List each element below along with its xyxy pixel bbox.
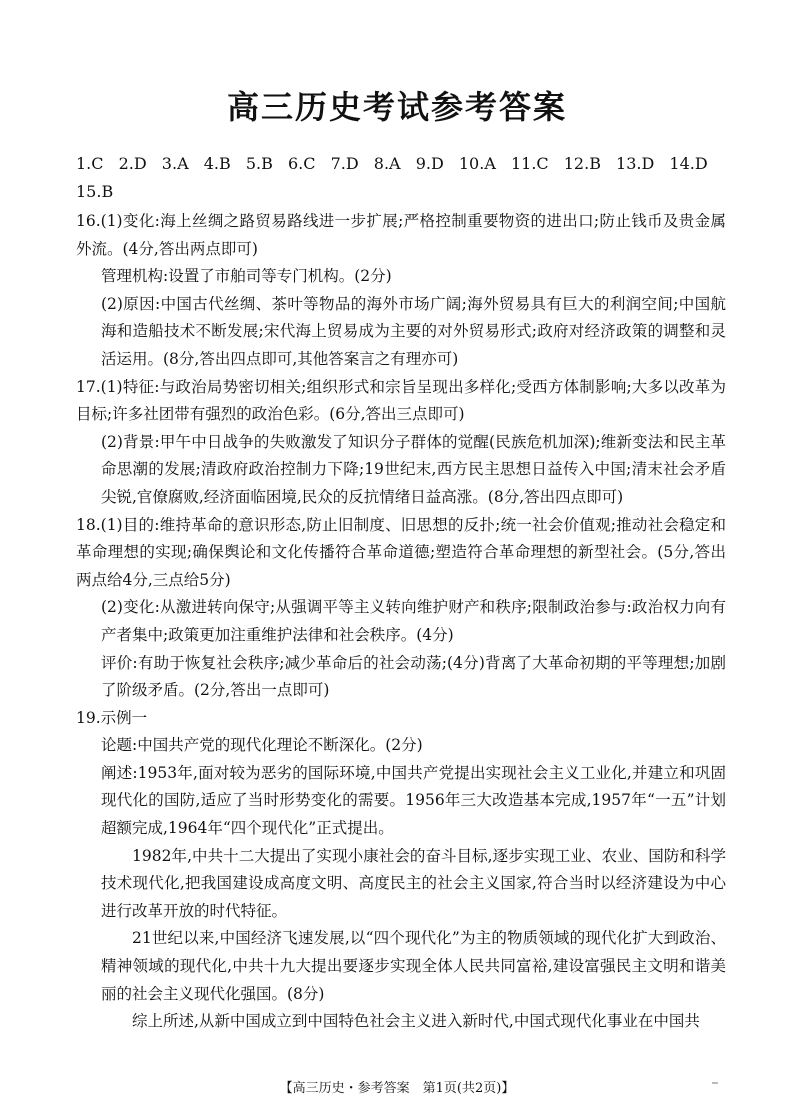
q19-elaboration: 阐述:1953年,面对较为恶劣的国际环境,中国共产党提出实现社会主义工业化,并建立和巩固现代化的国防,适应了当时形势变化的需要。1956年三大改造基本完成,1957年“一五”计划超额完成,1964年“四个现代化”正式提出。	[101, 763, 726, 838]
choice-answers	[76, 150, 736, 206]
choice-answer: 14.D	[669, 154, 708, 173]
q16-part2: (2)原因:中国古代丝绸、茶叶等物品的海外市场广阔;海外贸易具有巨大的利润空间;中国航海和造船技术不断发展;宋代海上贸易成为主要的对外贸易形式;政府对经济政策的调整和灵活运用。(8分,答出四点即可,其他答案言之有理亦可)	[101, 294, 726, 368]
choice-answer: 7.D	[330, 154, 359, 173]
choice-answer: 6.C	[287, 154, 316, 173]
choice-answer: 13.D	[616, 154, 655, 173]
q19-thesis: 论题:中国共产党的现代化理论不断深化。(2分)	[101, 736, 423, 755]
q16-part1: 16.(1)变化:海上丝绸之路贸易路线进一步扩展;严格控制重要物资的进出口;防止钱币及贵金属外流。(4分,答出两点即可)	[76, 212, 726, 258]
q19-paragraph-1982: 1982年,中共十二大提出了实现小康社会的奋斗目标,逐步实现工业、农业、国防和科学技术现代化,把我国建设成高度文明、高度民主的社会主义国家,符合当时以经济建设为中心进行改革开放的时代特征。	[101, 846, 726, 920]
corner-mark	[712, 1082, 718, 1084]
choice-answer: 2.D	[118, 154, 147, 173]
choice-answer: 9.D	[415, 154, 444, 173]
q18-part2: (2)变化:从激进转向保守;从强调平等主义转向维护财产和秩序;限制政治参与:政治权力向有产者集中;政策更加注重维护法律和社会秩序。(4分)	[101, 598, 726, 644]
page-title: 高三历史考试参考答案	[226, 88, 567, 126]
choice-answer: 15.B	[76, 182, 114, 201]
q18-evaluation: 评价:有助于恢复社会秩序;减少革命后的社会动荡;(4分)背离了大革命初期的平等理想;加剧了阶级矛盾。(2分,答出一点即可)	[101, 653, 726, 700]
q17-part2: (2)背景:甲午中日战争的失败激发了知识分子群体的觉醒(民族危机加深);维新变法和民主革命思潮的发展;清政府政治控制力下降;19世纪末,西方民主思想日益传入中国;清末社会矛盾尖锐,官僚腐败,经济面临困境,民众的反抗情绪日益高涨。(8分,答出四点即可)	[101, 432, 726, 506]
answer-content	[76, 208, 726, 1036]
choice-answer: 8.A	[373, 154, 401, 173]
q19-paragraph-21st-century: 21世纪以来,中国经济飞速发展,以“四个现代化”为主的物质领域的现代化扩大到政治、精神领域的现代化,中共十九大提出要逐步实现全体人民共同富裕,建设富强民主文明和谐美丽的社会主义现代化强国。(8分)	[101, 929, 726, 1003]
choice-answer: 5.B	[245, 154, 273, 173]
q18-part1: 18.(1)目的:维持革命的意识形态,防止旧制度、旧思想的反扑;统一社会价值观;推动社会稳定和革命理想的实现;确保舆论和文化传播符合革命道德;塑造符合革命理想的新型社会。(5分,答出两点给4分,三点给5分)	[76, 515, 726, 589]
choice-answer: 1.C	[76, 154, 104, 173]
q19-conclusion: 综上所述,从新中国成立到中国特色社会主义进入新时代,中国式现代化事业在中国共	[132, 1012, 700, 1031]
choice-answer: 3.A	[161, 154, 189, 173]
choice-answer: 4.B	[203, 154, 231, 173]
choice-answer: 11.C	[510, 154, 549, 173]
q19-heading: 19.示例一	[76, 708, 148, 727]
choice-answer: 12.B	[563, 154, 601, 173]
q17-part1: 17.(1)特征:与政治局势密切相关;组织形式和宗旨呈现出多样化;受西方体制影响;大多以改革为目标;许多社团带有强烈的政治色彩。(6分,答出三点即可)	[76, 377, 726, 424]
choice-answer: 10.A	[458, 154, 496, 173]
page-footer: 【高三历史・参考答案 第1页(共2页)】	[279, 1081, 515, 1096]
q16-management: 管理机构:设置了市舶司等专门机构。(2分)	[101, 267, 392, 286]
